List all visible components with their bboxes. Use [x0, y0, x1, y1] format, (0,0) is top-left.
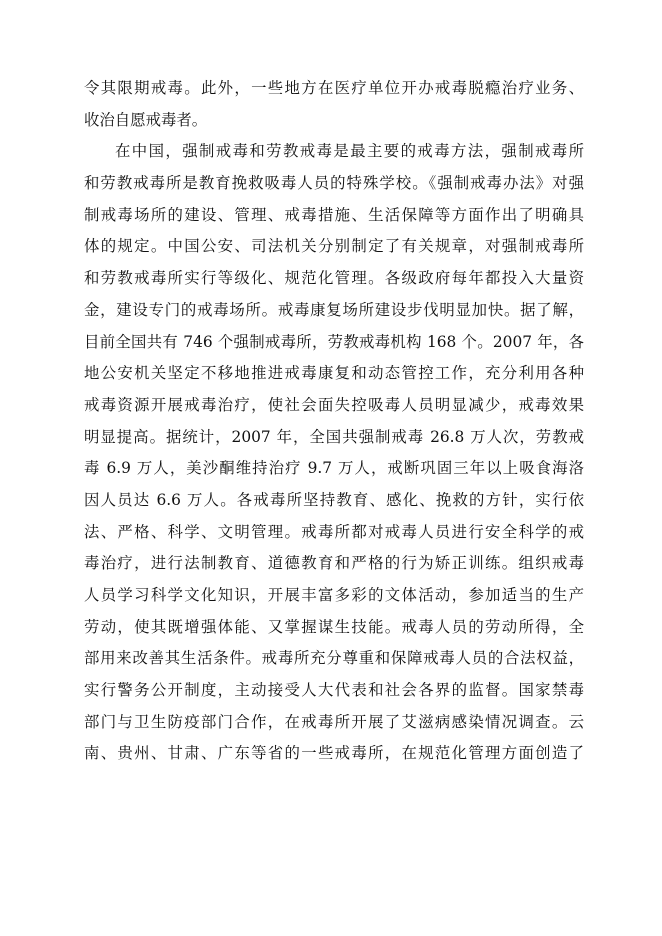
- text-line: 法、严格、科学、文明管理。戒毒所都对戒毒人员进行安全科学的戒: [84, 522, 584, 541]
- text-line: 和劳教戒毒所实行等级化、规范化管理。各级政府每年都投入大量资: [84, 269, 584, 288]
- text-line: 明显提高。据统计，2007 年，全国共强制戒毒 26.8 万人次，劳教戒: [84, 427, 584, 446]
- text-line: 实行警务公开制度，主动接受人大代表和社会各界的监督。国家禁毒: [84, 681, 584, 700]
- text-line: 体的规定。中国公安、司法机关分别制定了有关规章，对强制戒毒所: [84, 237, 584, 256]
- body-text: [84, 73, 584, 770]
- text-line: 和劳教戒毒所是教育挽救吸毒人员的特殊学校。《强制戒毒办法》对强: [84, 174, 584, 193]
- text-line: 人员学习科学文化知识，开展丰富多彩的文体活动，参加适当的生产: [84, 586, 584, 604]
- text-line: 目前全国共有 746 个强制戒毒所，劳教戒毒机构 168 个。2007 年，各: [84, 332, 584, 351]
- text-line: 因人员达 6.6 万人。各戒毒所坚持教育、感化、挽救的方针，实行依: [84, 490, 584, 509]
- text-line: 部门与卫生防疫部门合作，在戒毒所开展了艾滋病感染情况调查。云: [84, 712, 584, 731]
- text-line: 部用来改善其生活条件。戒毒所充分尊重和保障戒毒人员的合法权益，: [84, 649, 584, 668]
- text-line: 制戒毒场所的建设、管理、戒毒措施、生活保障等方面作出了明确具: [84, 205, 584, 224]
- paragraph-first-line: 在中国，强制戒毒和劳教戒毒是最主要的戒毒方法，强制戒毒所: [115, 142, 584, 161]
- text-line: 地公安机关坚定不移地推进戒毒康复和动态管控工作，充分利用各种: [84, 364, 584, 383]
- text-line: 毒治疗，进行法制教育、道德教育和严格的行为矫正训练。组织戒毒: [84, 554, 584, 573]
- text-line: 金，建设专门的戒毒场所。戒毒康复场所建设步伐明显加快。据了解，: [84, 300, 584, 319]
- text-line: 收治自愿戒毒者。: [84, 110, 208, 129]
- text-line: 劳动，使其既增强体能、又掌握谋生技能。戒毒人员的劳动所得，全: [84, 617, 584, 636]
- text-line: 南、贵州、甘肃、广东等省的一些戒毒所，在规范化管理方面创造了: [84, 744, 584, 763]
- text-line: 毒 6.9 万人，美沙酮维持治疗 9.7 万人，戒断巩固三年以上吸食海洛: [84, 459, 584, 478]
- text-line: 戒毒资源开展戒毒治疗，使社会面失控吸毒人员明显减少，戒毒效果: [84, 395, 584, 414]
- text-line: 令其限期戒毒。此外，一些地方在医疗单位开办戒毒脱瘾治疗业务、: [84, 79, 584, 97]
